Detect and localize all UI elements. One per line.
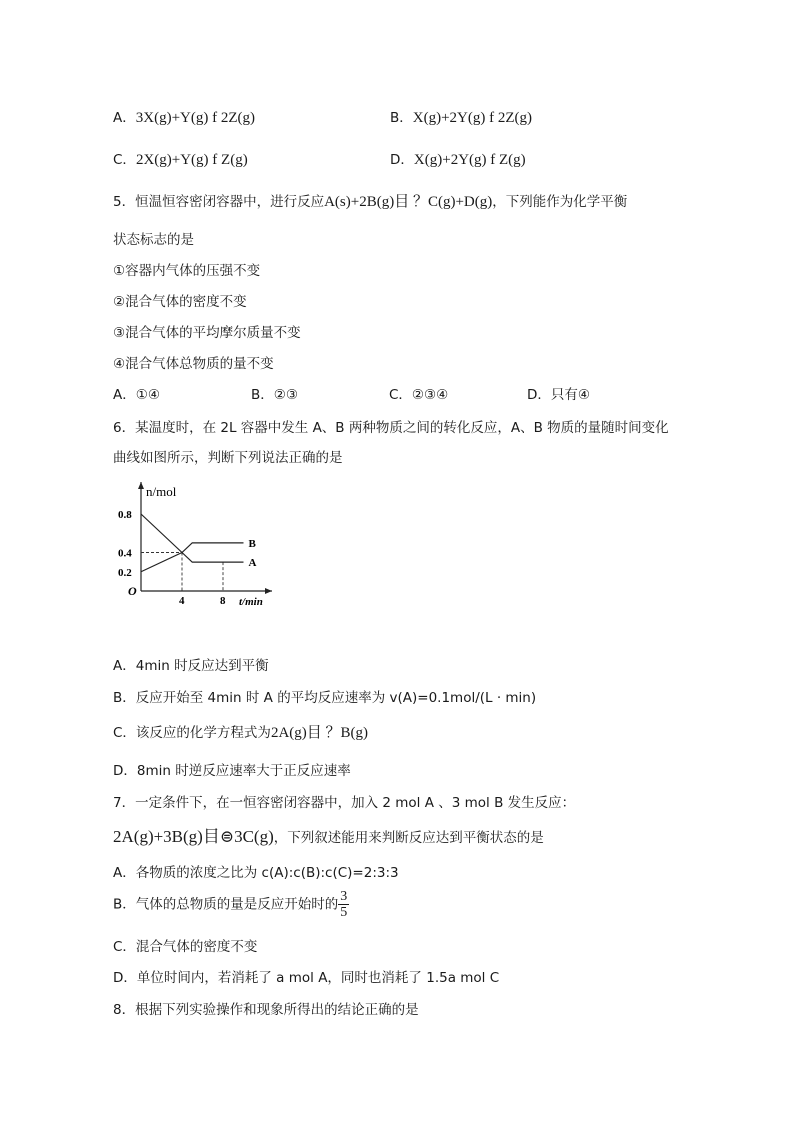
q5-reaction: A(s)+2B(g)目 ？C(g)+D(g) — [324, 194, 493, 210]
q4-option-a — [113, 106, 255, 127]
x-axis-arrow — [265, 588, 272, 594]
q6-option-c-prefix: C．该反应的化学方程式为 — [113, 725, 271, 741]
q7-stem: 7．一定条件下，在一恒容密闭容器中，加入 2 mol A 、3 mol B 发生反应： — [113, 795, 576, 811]
q6-option-b: B．反应开始至 4min 时 A 的平均反应速率为 v(A)=0.1mol/(L · min) — [113, 690, 537, 706]
q7-stem-suffix: ，下列叙述能用来判断反应达到平衡状态的是 — [273, 830, 544, 846]
q7-option-b-denominator: 5 — [340, 905, 348, 920]
q5-item-2: ②混合气体的密度不变 — [113, 294, 247, 310]
q7-option-b-prefix: B．气体的总物质的量是反应开始时的 — [113, 896, 339, 913]
series-line-A — [141, 514, 244, 562]
x-tick-label: 4 — [179, 595, 185, 607]
q5-stem-suffix: ，下列能作为化学平衡 — [492, 194, 628, 210]
q5-stem-line2: 状态标志的是 — [113, 232, 194, 248]
q5-stem-prefix: 5．恒温恒容密闭容器中，进行反应 — [113, 194, 325, 210]
q5-item-3: ③混合气体的平均摩尔质量不变 — [113, 325, 301, 341]
q4-option-d — [390, 148, 526, 169]
y-tick-label: 0.2 — [118, 566, 132, 579]
series-label-A: A — [248, 557, 257, 570]
q5-item-1: ①容器内气体的压强不变 — [113, 263, 261, 279]
q5-option-c: C．②③④ — [389, 387, 449, 403]
q4-option-b — [390, 106, 532, 127]
q7-option-a: A．各物质的浓度之比为 c(A):c(B):c(C)=2:3:3 — [113, 865, 399, 881]
x-tick-label: 8 — [220, 595, 226, 607]
q7-option-b-fraction — [338, 889, 349, 920]
q6-option-c-formula: 2A(g)目 ？B(g) — [270, 725, 369, 741]
q6-option-d: D．8min 时逆反应速率大于正反应速率 — [113, 763, 351, 779]
q4-option-d-formula: X(g)+2Y(g) f Z(g) — [413, 152, 526, 168]
q6-stem-line2: 曲线如图所示，判断下列说法正确的是 — [113, 450, 343, 466]
q6-chart — [112, 474, 282, 614]
q6-option-a: A．4min 时反应达到平衡 — [113, 658, 269, 674]
q5-option-d: D．只有④ — [527, 387, 590, 403]
y-axis-arrow — [138, 482, 144, 489]
q5-stem — [113, 190, 627, 211]
q4-option-c-label: C． — [113, 152, 136, 168]
q7-option-c: C．混合气体的密度不变 — [113, 939, 258, 955]
q7-reaction: 2A(g)+3B(g)目⊜3C(g) — [113, 827, 274, 846]
q7-option-d: D．单位时间内，若消耗了 a mol A，同时也消耗了 1.5a mol C — [113, 970, 500, 986]
series-line-B — [141, 543, 244, 572]
q4-option-b-formula: X(g)+2Y(g) f 2Z(g) — [412, 110, 533, 126]
q4-option-c — [113, 148, 248, 169]
q4-option-a-label: A． — [113, 110, 136, 126]
q7-stem-line2 — [113, 822, 544, 847]
q6-stem-line1: 6．某温度时，在 2L 容器中发生 A、B 两种物质之间的转化反应，A、B 物质的量随时间变化 — [113, 420, 669, 436]
q4-option-a-formula: 3X(g)+Y(g) f 2Z(g) — [135, 110, 256, 126]
q4-option-b-label: B． — [390, 110, 413, 126]
q4-option-c-formula: 2X(g)+Y(g) f Z(g) — [135, 152, 248, 168]
q5-option-a: A．①④ — [113, 387, 160, 403]
q4-option-d-label: D． — [390, 152, 414, 168]
q5-option-b: B．②③ — [251, 387, 298, 403]
y-axis-label: n/mol — [146, 484, 177, 499]
y-tick-label: 0.4 — [118, 547, 132, 560]
series-label-B: B — [248, 537, 256, 550]
q6-option-c — [113, 721, 368, 742]
y-tick-label: 0.8 — [118, 509, 132, 521]
q8-stem: 8．根据下列实验操作和现象所得出的结论正确的是 — [113, 1002, 419, 1018]
q7-option-b-numerator: 3 — [340, 889, 348, 904]
x-axis-label: t/min — [239, 596, 263, 608]
q5-item-4: ④混合气体总物质的量不变 — [113, 356, 274, 372]
origin-label: O — [128, 584, 137, 598]
q7-option-b — [113, 889, 349, 920]
